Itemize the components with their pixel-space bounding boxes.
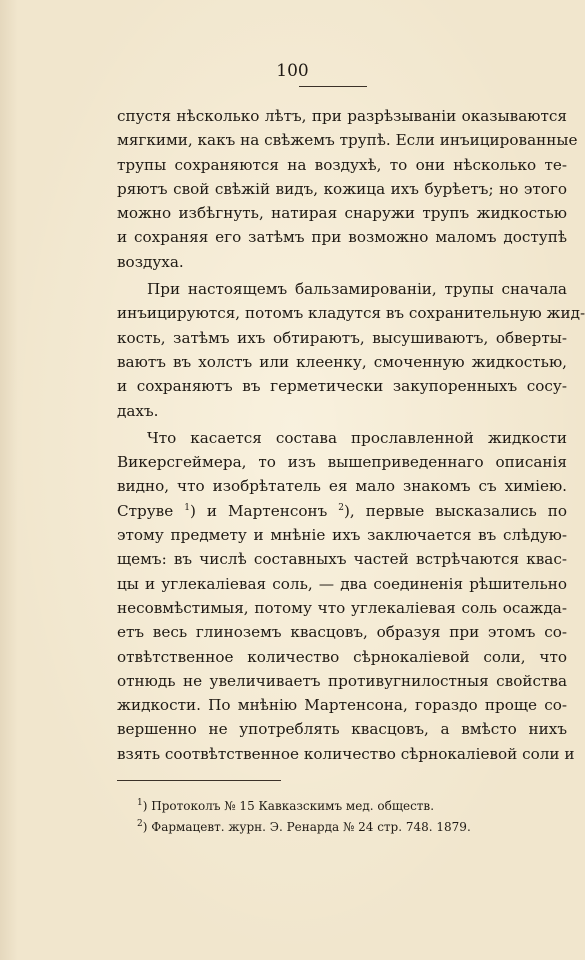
text-line: отвѣтственное количество сѣрнокаліевой соли, что <box>117 647 567 666</box>
text-line: и сохраняя его затѣмъ при возможно маломъ доступѣ <box>117 228 567 247</box>
footnote-reference: 2 <box>338 502 344 513</box>
text-line: жидкости. По мнѣнію Мартенсона, гораздо проще со- <box>117 696 567 715</box>
text-line: щемъ: въ числѣ составныхъ частей встрѣчаются квас- <box>117 550 567 569</box>
text-line: Викерсгеймера, то изъ вышеприведеннаго описанія <box>117 453 567 472</box>
text-line: Что касается состава прославленной жидкости <box>147 428 567 447</box>
text-line: дахъ. <box>117 401 159 420</box>
text-line: вершенно не употреблять квасцовъ, а вмѣсто нихъ <box>117 720 567 739</box>
text-line: и сохраняютъ въ герметически закупоренныхъ сосу- <box>117 377 567 396</box>
footnote-reference: 1 <box>184 502 190 513</box>
text-line: кость, затѣмъ ихъ обтираютъ, высушиваютъ, обверты- <box>117 328 567 347</box>
footnote-mark: 1 <box>137 798 143 808</box>
text-line: При настоящемъ бальзамированіи, трупы сначала <box>147 280 567 299</box>
footnote-text: ) Протоколъ № 15 Кавказскимъ мед. обществ. <box>142 799 435 813</box>
footnote-text: ) Фармацевт. журн. Э. Ренарда № 24 стр. 748. 1879. <box>142 820 471 834</box>
footnotes <box>137 796 557 838</box>
text-line: спустя нѣсколько лѣтъ, при разрѣзываніи оказываются <box>117 107 567 125</box>
text-line: инъицируются, потомъ кладутся въ сохранительную жид- <box>117 304 585 323</box>
text-line: этому предмету и мнѣніе ихъ заключается въ слѣдую- <box>117 526 567 545</box>
paragraph <box>117 277 585 423</box>
text-line: ряютъ свой свѣжій видъ, кожица ихъ бурѣетъ; но этого <box>117 179 567 198</box>
text-line: мягкими, какъ на свѣжемъ трупѣ. Если инъицированные <box>117 131 578 150</box>
page-number-rule <box>299 86 367 87</box>
text-line: етъ весь глиноземъ квасцовъ, образуя при этомъ со- <box>117 623 567 642</box>
text-line: несовмѣстимыя, потому что углекаліевая соль осажда- <box>117 598 567 617</box>
body-text <box>117 104 585 769</box>
text-line: видно, что изобрѣтатель ея мало знакомъ съ химіею. <box>117 477 567 496</box>
text-line: можно избѣгнуть, натирая снаружи трупъ жидкостью <box>117 204 567 223</box>
text-line: взять соотвѣтственное количество сѣрнокаліевой соли и <box>117 744 575 763</box>
paragraph <box>117 104 578 274</box>
footnote-rule <box>117 780 281 781</box>
text-line: воздуха. <box>117 252 184 271</box>
paragraph <box>117 426 575 766</box>
page-number: 100 <box>276 61 309 81</box>
text-line: Струве $^1$) и Мартенсонъ $^2$), первые высказались по <box>117 501 568 520</box>
text-line: отнюдь не увеличиваетъ противугнилостныя свойства <box>117 671 567 690</box>
footnote <box>137 796 557 817</box>
footnote-mark: 2 <box>137 819 143 829</box>
text-line: ваютъ въ холстъ или клеенку, смоченную жидкостью, <box>117 352 567 371</box>
text-line: цы и углекаліевая соль, — два соединенія рѣшительно <box>117 574 567 593</box>
page-header <box>0 60 585 82</box>
footnote <box>137 817 557 838</box>
text-line: трупы сохраняются на воздухѣ, то они нѣсколько те- <box>117 155 567 174</box>
